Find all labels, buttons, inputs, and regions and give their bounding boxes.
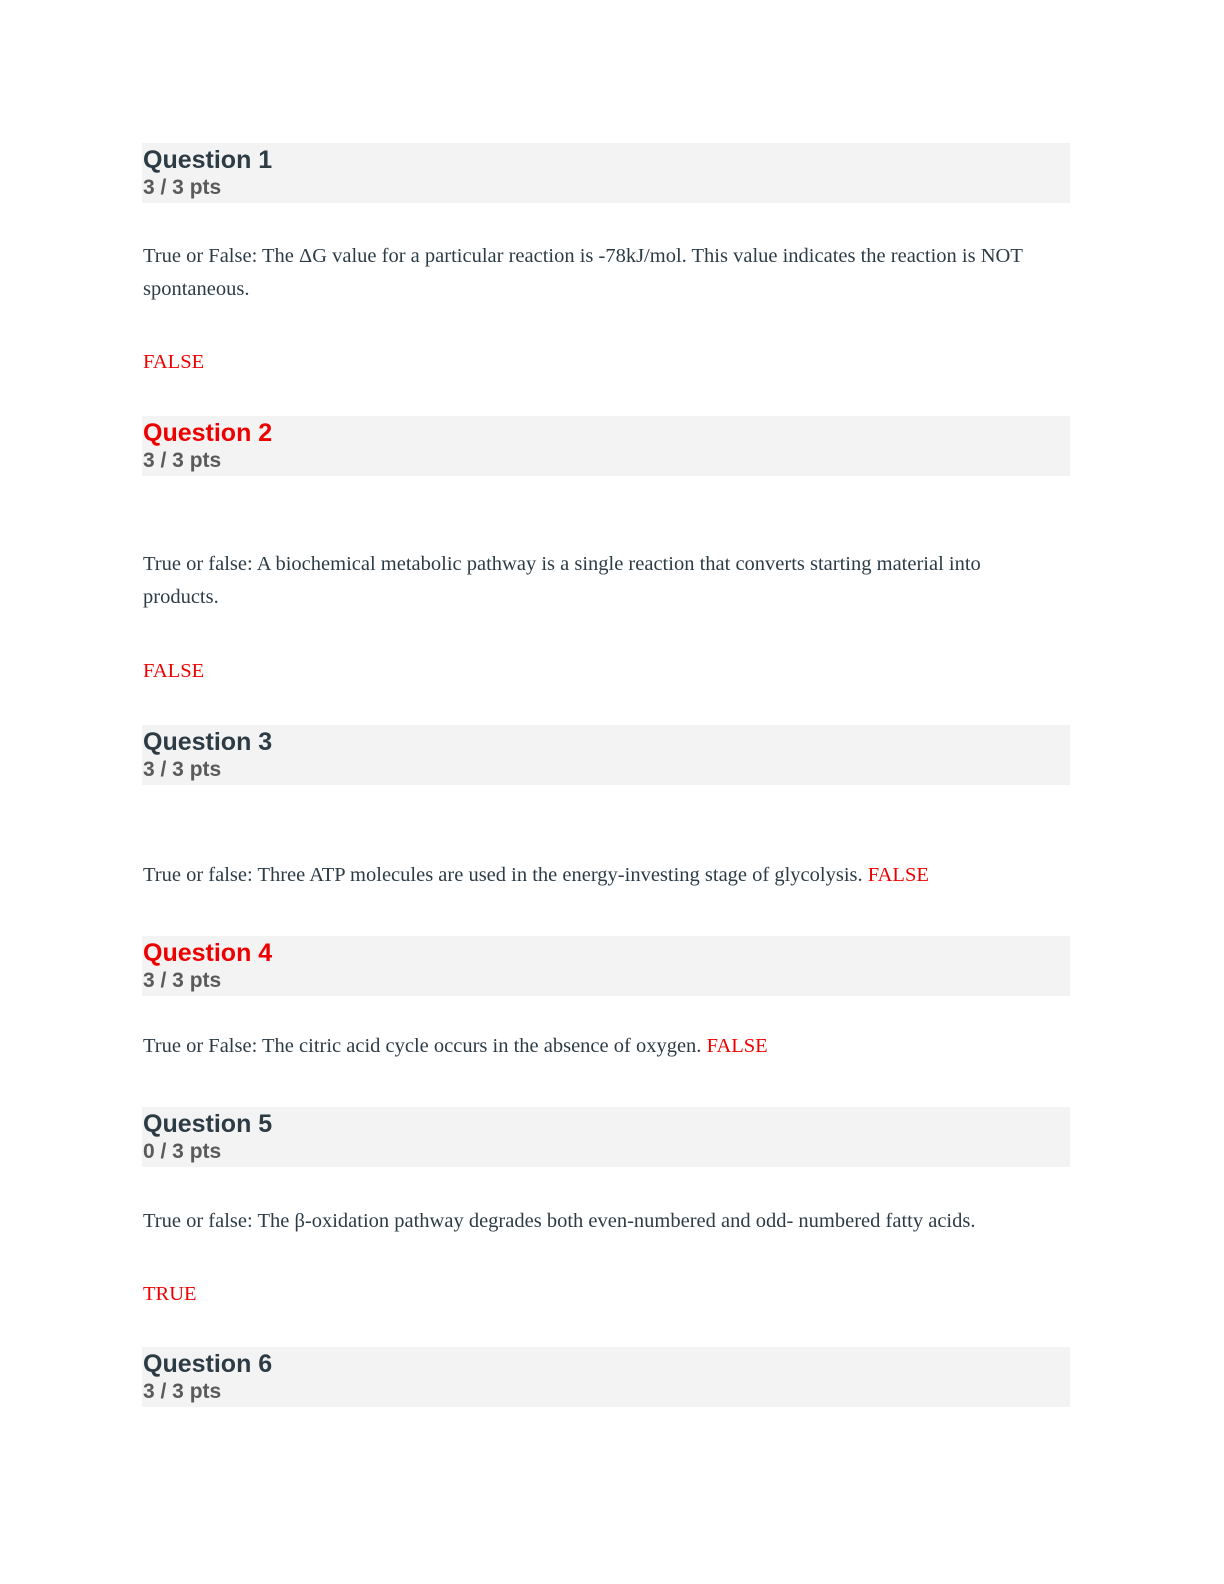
question-text [143, 1030, 1053, 1063]
answer-text: FALSE [867, 864, 929, 886]
question-title: Question 6 [143, 1350, 273, 1378]
question-text [143, 859, 1053, 892]
question-points: 3 / 3 pts [143, 176, 222, 199]
question-text-body: True or false: Three ATP molecules are used in the energy-investing stage of glycolysis. [143, 864, 863, 886]
question-points: 3 / 3 pts [143, 449, 222, 472]
question-title: Question 5 [143, 1110, 273, 1138]
question-points: 3 / 3 pts [143, 758, 222, 781]
question-header-1 [142, 143, 1070, 203]
question-text: True or false: The β-oxidation pathway degrades both even-numbered and odd- numbered fatty acids. [143, 1210, 976, 1232]
question-header-3 [142, 725, 1070, 785]
answer-text: FALSE [706, 1035, 768, 1057]
question-points: 3 / 3 pts [143, 969, 222, 992]
question-header-2 [142, 416, 1070, 476]
question-text: True or False: The ΔG value for a particular reaction is -78kJ/mol. This value indicates the reaction is NOT spontaneous. [143, 245, 1023, 300]
question-header-4 [142, 936, 1070, 996]
question-text: True or false: A biochemical metabolic pathway is a single reaction that converts starting material into products. [143, 553, 981, 608]
question-title: Question 4 [143, 939, 273, 967]
answer-text: FALSE [143, 660, 205, 682]
question-points: 0 / 3 pts [143, 1140, 222, 1163]
question-title: Question 2 [143, 419, 273, 447]
question-text-body: True or False: The citric acid cycle occurs in the absence of oxygen. [143, 1035, 702, 1057]
question-title: Question 1 [143, 146, 273, 174]
question-points: 3 / 3 pts [143, 1380, 222, 1403]
question-title: Question 3 [143, 728, 273, 756]
question-header-5 [142, 1107, 1070, 1167]
question-header-6 [142, 1347, 1070, 1407]
answer-text: FALSE [143, 351, 205, 373]
answer-text: TRUE [143, 1283, 197, 1305]
